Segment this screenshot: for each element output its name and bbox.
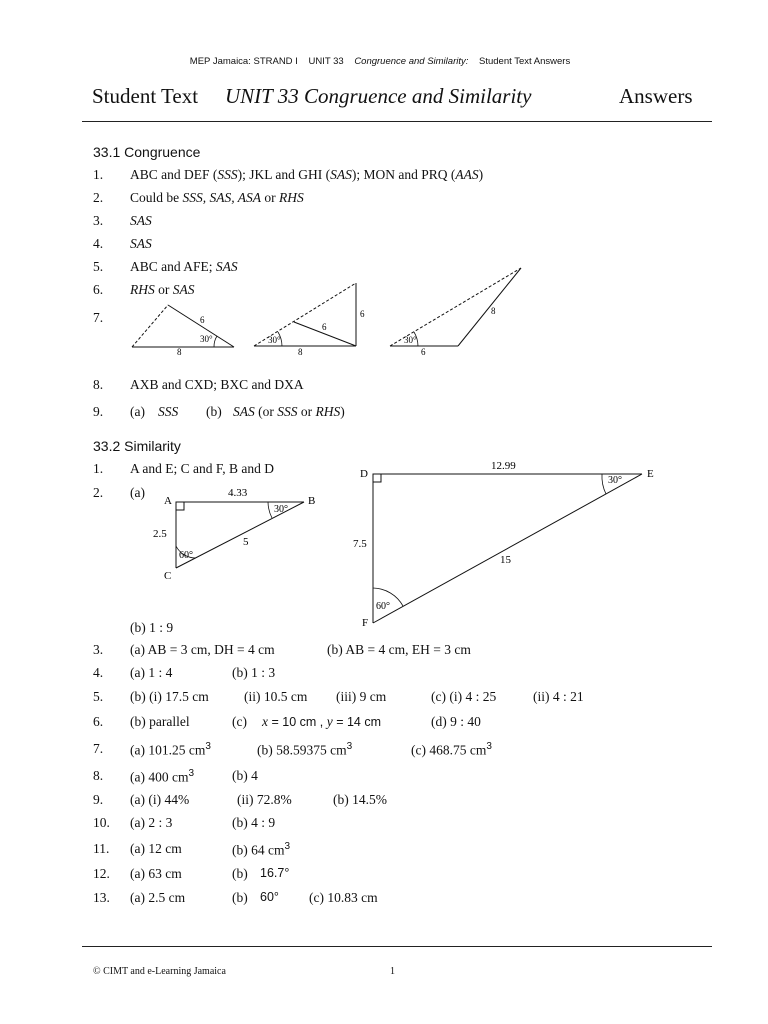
answer-9a-ii: (ii) 72.8%: [237, 792, 292, 807]
q-num: 4.: [93, 665, 104, 680]
side-label: 15: [500, 554, 511, 566]
footer-rule: [82, 946, 712, 947]
answer-13b-label: (b): [232, 890, 248, 905]
q-num: 3.: [93, 642, 104, 657]
text: (or: [254, 404, 278, 419]
answer-9a-i: (a) (i) 44%: [130, 792, 190, 807]
label: 30°: [200, 334, 213, 344]
text: SAS: [233, 404, 255, 419]
answer-2a-label: (a): [130, 485, 145, 500]
text: SAS: [172, 282, 195, 297]
text: ): [340, 404, 345, 419]
vertex-label: F: [362, 617, 369, 629]
answer-13b: 60°: [260, 890, 279, 904]
q-num: 6.: [93, 282, 104, 297]
text: RHS: [130, 282, 155, 297]
answer-9a: SSS: [158, 404, 179, 419]
superscript: 3: [284, 841, 291, 852]
answer-3a: (a) AB = 3 cm, DH = 4 cm: [130, 642, 275, 657]
q-num: 1.: [93, 461, 104, 476]
text: y: [326, 714, 333, 729]
dashed-side: [132, 305, 168, 347]
text: ABC and DEF (: [130, 167, 218, 182]
q-num: 9.: [93, 792, 104, 807]
angle-arc: [602, 474, 606, 494]
text: SSS: [217, 167, 238, 182]
q-num: 10.: [93, 815, 110, 830]
answer-7b: [257, 741, 352, 759]
text: ABC and AFE;: [130, 259, 216, 274]
text: AAS: [455, 167, 479, 182]
text: (c) 468.75 cm: [411, 742, 487, 758]
text: or: [297, 404, 316, 419]
label: 30°: [404, 335, 417, 345]
similar-triangle-def: [353, 460, 654, 629]
side-label: 5: [243, 536, 249, 548]
answer-1: A and E; C and F, B and D: [130, 461, 275, 476]
answer-11b: [232, 841, 290, 859]
q-num: 11.: [93, 841, 110, 856]
angle-label: 30°: [608, 475, 622, 486]
answer-5c-i: (c) (i) 4 : 25: [431, 689, 497, 704]
answer-8: AXB and CXD; BXC and DXA: [130, 377, 304, 392]
triangle-1: [132, 305, 234, 357]
superscript: 3: [188, 768, 195, 779]
side: [458, 268, 521, 346]
answer-5c-ii: (ii) 4 : 21: [533, 689, 584, 704]
header-unit: UNIT 33: [308, 56, 344, 67]
answer-12b: 16.7°: [260, 866, 290, 880]
side: [373, 474, 642, 623]
answer-6d: (d) 9 : 40: [431, 714, 481, 729]
vertex-label: E: [647, 468, 654, 480]
q-num: 13.: [93, 890, 110, 905]
triangle-2: [254, 283, 365, 357]
answer-8b: (b) 4: [232, 768, 258, 783]
answer-5b-iii: (iii) 9 cm: [336, 689, 387, 704]
answer-4a: (a) 1 : 4: [130, 665, 173, 680]
answer-6b: (b) parallel: [130, 714, 190, 729]
answer-3: SAS: [130, 213, 152, 228]
section-heading-congruence: 33.1 Congruence: [93, 144, 201, 160]
text: ); MON and PRQ (: [351, 167, 456, 182]
vertex-label: B: [308, 495, 316, 507]
answer-9b: (b) 14.5%: [333, 792, 387, 807]
footer-copyright: © CIMT and e-Learning Jamaica: [93, 966, 226, 977]
label: 6: [200, 315, 205, 325]
label: 6: [421, 347, 426, 357]
similar-triangle-abc: [153, 487, 315, 582]
header-strand: MEP Jamaica: STRAND I: [189, 56, 298, 67]
answer-7c: [411, 741, 492, 759]
title-right: Answers: [619, 84, 693, 108]
text: Could be: [130, 190, 183, 205]
q-num: 3.: [93, 213, 104, 228]
text: RHS: [279, 190, 304, 205]
q-num: 8.: [93, 768, 104, 783]
side-label: 2.5: [153, 528, 167, 540]
answer-10b: (b) 4 : 9: [232, 815, 276, 830]
angle-label: 60°: [376, 601, 390, 612]
right-angle-mark: [373, 474, 381, 482]
answer-11a: (a) 12 cm: [130, 841, 182, 856]
q-num: 9.: [93, 404, 104, 419]
text: SAS: [330, 167, 352, 182]
angle-arc: [268, 502, 272, 518]
text: x: [262, 714, 268, 729]
angle-label: 60°: [179, 550, 193, 561]
answer-10a: (a) 2 : 3: [130, 815, 173, 830]
header-doc: Student Text Answers: [479, 56, 571, 67]
side-label: 12.99: [491, 460, 516, 472]
answer-12b-label: (b): [232, 866, 248, 881]
angle-label: 30°: [274, 504, 288, 515]
label: 6: [360, 309, 365, 319]
text: SSS, SAS, ASA: [182, 190, 261, 205]
side-label: 4.33: [228, 487, 248, 499]
text: SAS: [215, 259, 238, 274]
angle-arc: [214, 336, 217, 347]
label: 6: [322, 322, 327, 332]
answer-4b: (b) 1 : 3: [232, 665, 276, 680]
q-num: 7.: [93, 310, 104, 325]
q-num: 5.: [93, 689, 104, 704]
text: or: [261, 190, 279, 205]
q-num: 1.: [93, 167, 104, 182]
section-heading-similarity: 33.2 Similarity: [93, 438, 181, 454]
header-topic: Congruence and Similarity:: [354, 56, 469, 67]
vertex-label: A: [164, 495, 172, 507]
label: 30°: [268, 335, 281, 345]
answer-2b: (b) 1 : 9: [130, 620, 174, 635]
answer-5b-i: (b) (i) 17.5 cm: [130, 689, 209, 704]
text: ); JKL and GHI (: [237, 167, 331, 182]
text: (b) 58.59375 cm: [257, 742, 347, 758]
q-num: 5.: [93, 259, 104, 274]
answer-12a: (a) 63 cm: [130, 866, 182, 881]
answer-13c: (c) 10.83 cm: [309, 890, 378, 905]
answer-6c-label: (c): [232, 714, 247, 729]
text: = 14 cm: [332, 715, 382, 729]
label: 8: [491, 306, 496, 316]
superscript: 3: [346, 741, 353, 752]
answer-8a: [130, 768, 194, 786]
q-num: 4.: [93, 236, 104, 251]
answer-9b: [233, 404, 345, 420]
triangle-3: [390, 268, 521, 357]
q-num: 8.: [93, 377, 104, 392]
answer-7a: [130, 741, 211, 759]
text: ): [478, 167, 484, 182]
q-num: 12.: [93, 866, 110, 881]
answer-9a-label: (a): [130, 404, 145, 419]
superscript: 3: [205, 741, 211, 752]
vertex-label: C: [164, 570, 172, 582]
q-num: 2.: [93, 190, 104, 205]
text: (a) 101.25 cm: [130, 742, 206, 758]
title-left: Student Text: [92, 84, 199, 108]
text: = 10 cm ,: [268, 715, 327, 729]
text: (b) 64 cm: [232, 842, 285, 858]
text: (a) 400 cm: [130, 769, 189, 785]
label: 8: [177, 347, 182, 357]
answer-6c: [262, 714, 381, 730]
answer-13a: (a) 2.5 cm: [130, 890, 186, 905]
text: or: [154, 282, 173, 297]
q-num: 7.: [93, 741, 104, 756]
title-unit: UNIT 33 Congruence and Similarity: [225, 84, 532, 108]
right-angle-mark: [176, 502, 184, 510]
label: 8: [298, 347, 303, 357]
q-num: 6.: [93, 714, 104, 729]
side-label: 7.5: [353, 538, 367, 550]
answer-3b: (b) AB = 4 cm, EH = 3 cm: [327, 642, 471, 657]
vertex-label: D: [360, 468, 368, 480]
answer-9b-label: (b): [206, 404, 222, 419]
page-number: 1: [390, 966, 395, 977]
superscript: 3: [486, 741, 492, 752]
text: SSS: [277, 404, 298, 419]
text: RHS: [315, 404, 341, 419]
answer-5b-ii: (ii) 10.5 cm: [244, 689, 308, 704]
answer-4: SAS: [130, 236, 152, 251]
q-num: 2.: [93, 485, 104, 500]
